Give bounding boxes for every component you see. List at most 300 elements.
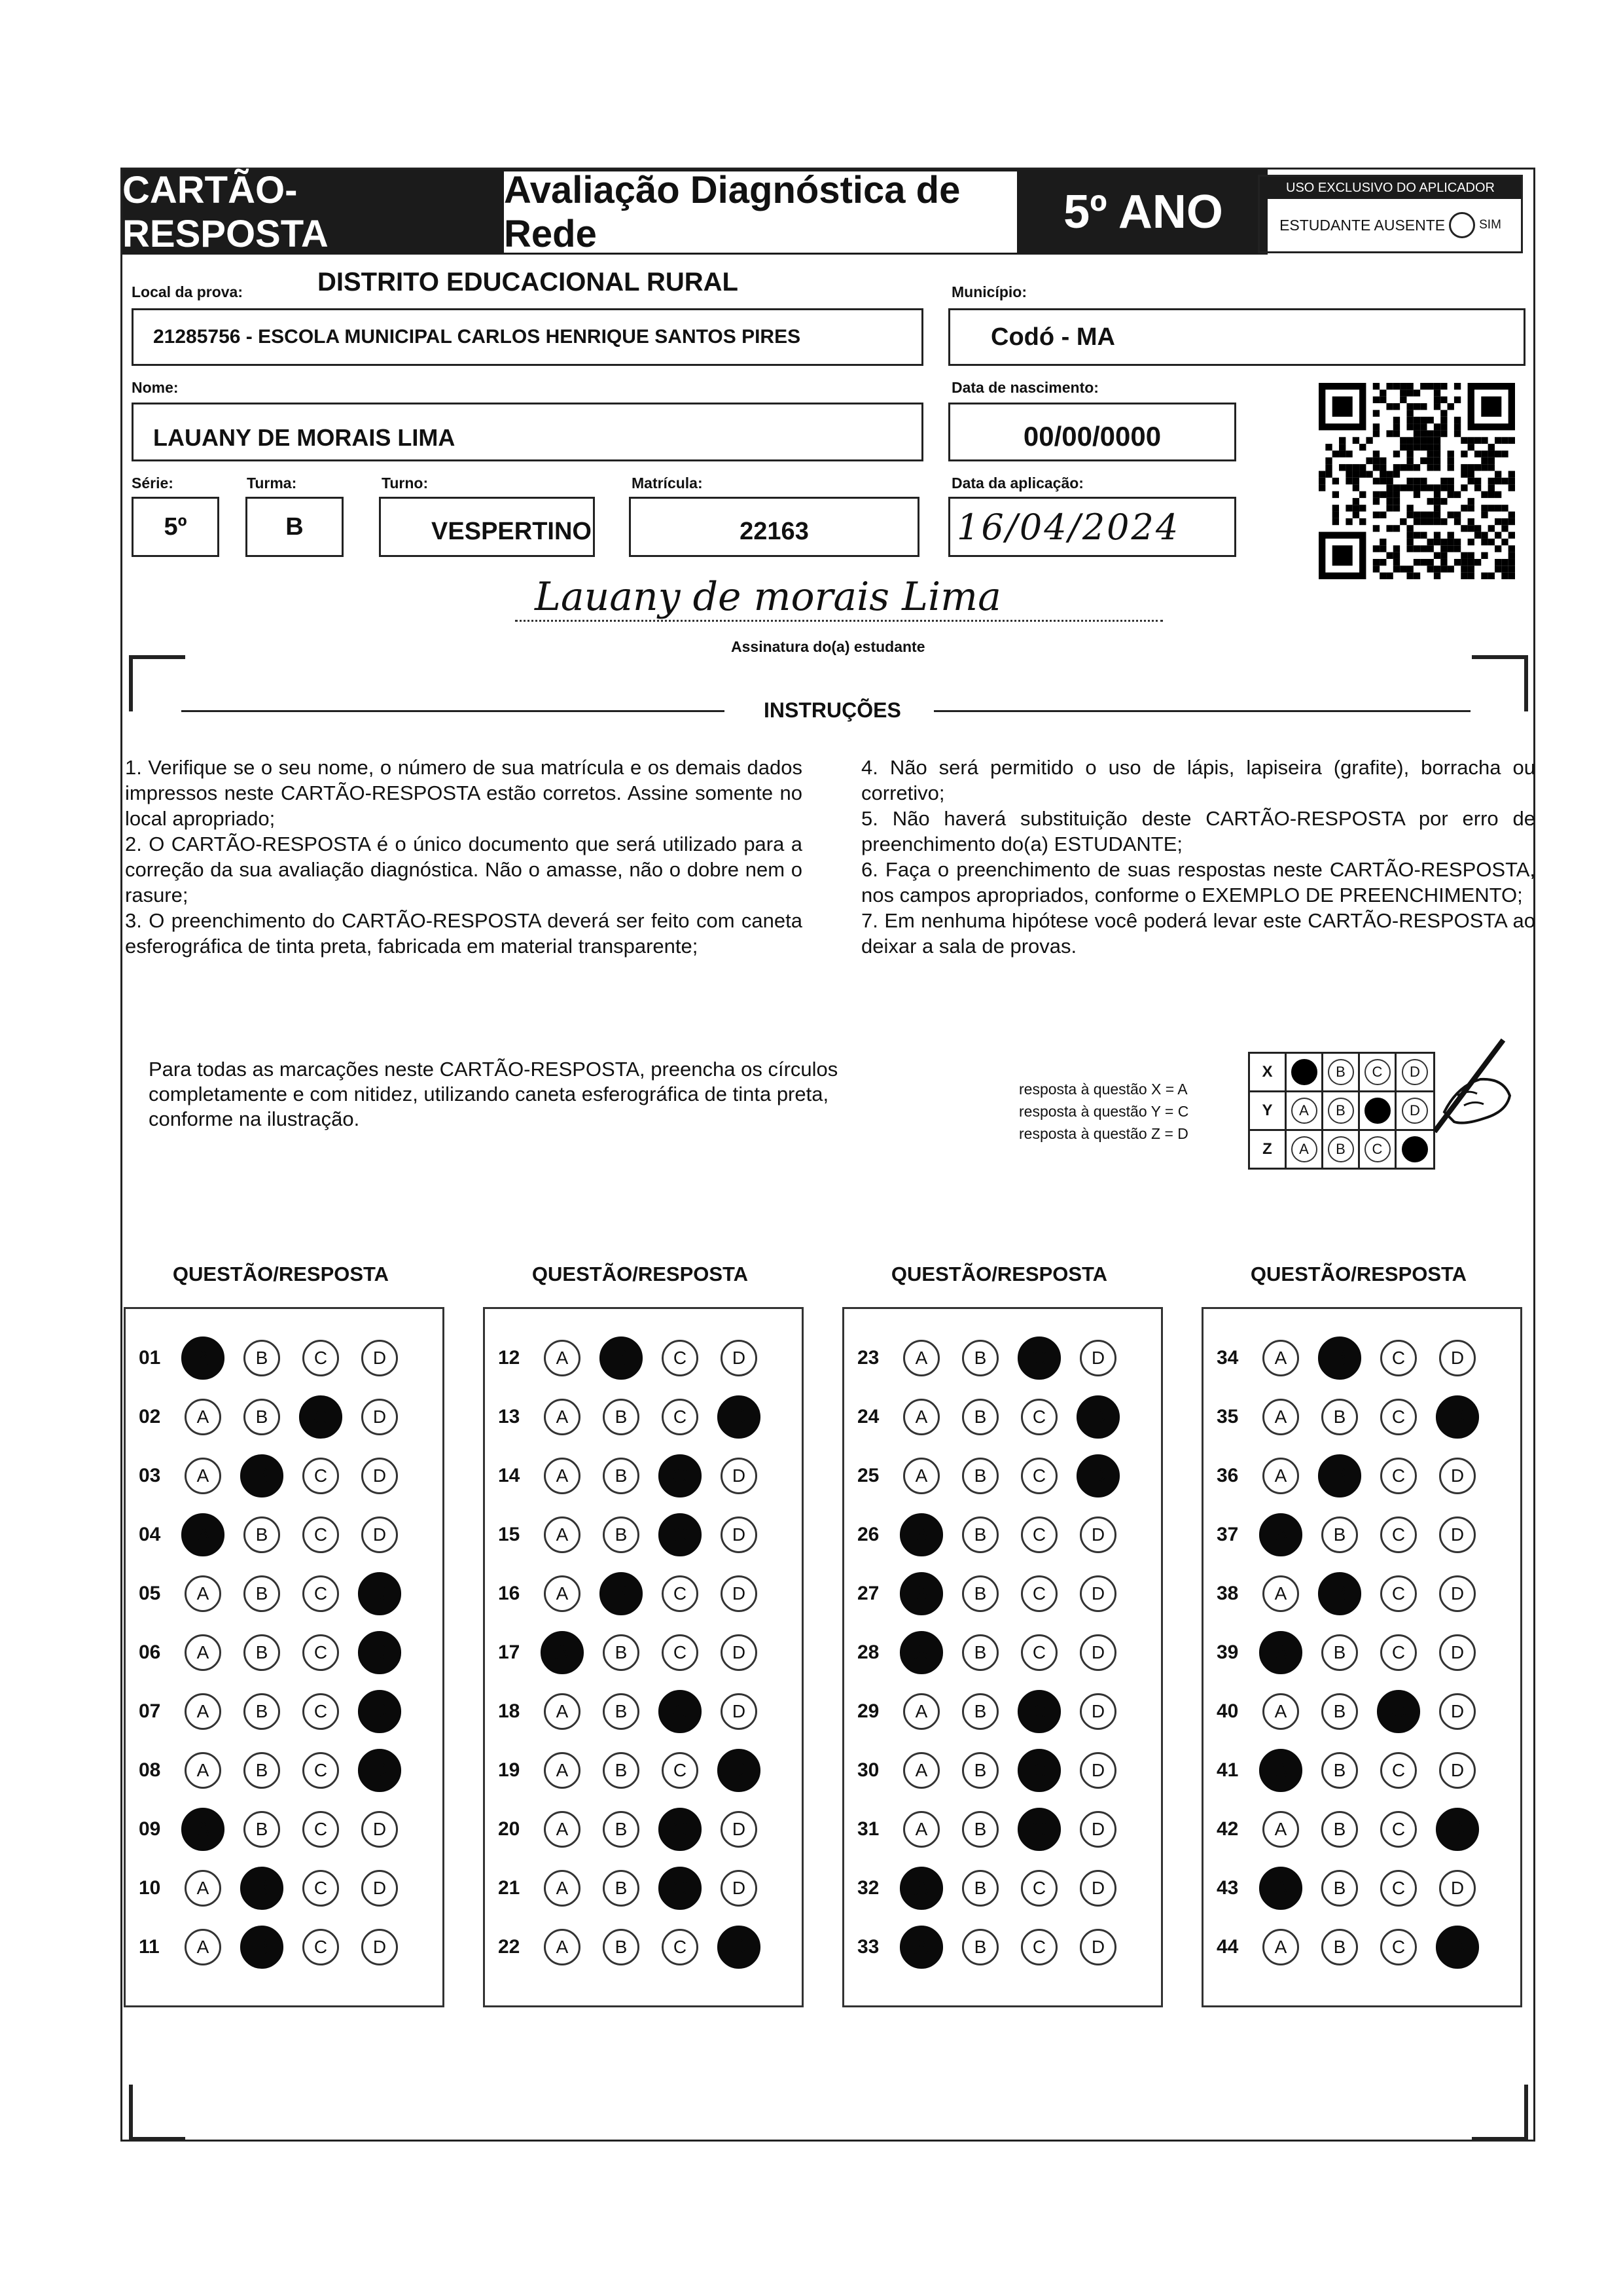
answer-bubble-d[interactable]: D: [361, 1870, 398, 1907]
answer-bubble-c[interactable]: C: [302, 1752, 339, 1789]
instruction-item: 7. Em nenhuma hipótese você poderá levar este CARTÃO-RESPOSTA ao deixar a sala de provas.: [861, 909, 1535, 958]
question-number: 11: [139, 1936, 160, 1958]
question-number: 38: [1217, 1583, 1239, 1604]
answer-bubble-a[interactable]: A: [185, 1458, 221, 1494]
question-number: 41: [1217, 1759, 1239, 1781]
example-bubble-b: B: [1328, 1098, 1354, 1124]
municipio-field: [948, 308, 1525, 366]
answer-bubble-d[interactable]: D: [721, 1340, 757, 1376]
answer-bubble-b[interactable]: B: [962, 1693, 999, 1730]
local-value: DISTRITO EDUCACIONAL RURAL: [317, 268, 738, 296]
answer-bubble-a[interactable]: A: [544, 1340, 580, 1376]
question-number: 21: [498, 1877, 520, 1899]
question-row: [126, 1329, 420, 1388]
answer-bubble-a[interactable]: A: [544, 1516, 580, 1553]
instructions-left: [125, 755, 802, 959]
municipio-value: Codó - MA: [991, 323, 1115, 351]
answer-bubble-b[interactable]: B: [1318, 1454, 1361, 1498]
answer-bubble-c[interactable]: C: [1021, 1870, 1058, 1907]
answer-bubble-d[interactable]: D: [721, 1870, 757, 1907]
answer-bubble-b[interactable]: B: [603, 1516, 639, 1553]
question-column: [483, 1307, 804, 2007]
answer-bubble-d[interactable]: D: [1436, 1395, 1479, 1439]
question-row: [485, 1682, 779, 1741]
answer-bubble-d[interactable]: D: [721, 1693, 757, 1730]
legend-line: resposta à questão Y = C: [1019, 1103, 1189, 1120]
pen-hand-icon: [1418, 1033, 1516, 1138]
answer-bubble-d[interactable]: D: [1080, 1752, 1116, 1789]
question-number: 29: [857, 1700, 880, 1722]
answer-bubble-b[interactable]: B: [1321, 1634, 1358, 1671]
question-number: 05: [139, 1583, 161, 1604]
answer-bubble-a[interactable]: A: [544, 1752, 580, 1789]
aplicacao-label: Data da aplicação:: [952, 475, 1084, 492]
answer-bubble-d[interactable]: D: [358, 1631, 401, 1674]
question-row: [1204, 1859, 1498, 1918]
question-number: 19: [498, 1759, 520, 1781]
answer-bubble-b[interactable]: B: [962, 1340, 999, 1376]
signature: Lauany de morais Lima: [515, 574, 1163, 622]
question-row: [126, 1800, 420, 1859]
answer-bubble-b[interactable]: B: [243, 1340, 280, 1376]
answer-bubble-c[interactable]: C: [1380, 1458, 1417, 1494]
answer-bubble-c[interactable]: C: [658, 1690, 702, 1733]
question-number: 02: [139, 1406, 161, 1427]
answer-bubble-a[interactable]: A: [541, 1631, 584, 1674]
signature-label: Assinatura do(a) estudante: [731, 638, 925, 655]
answer-bubble-b[interactable]: B: [240, 1926, 283, 1969]
question-number: 16: [498, 1583, 520, 1604]
answer-bubble-b[interactable]: B: [1318, 1336, 1361, 1380]
question-row: [126, 1682, 420, 1741]
answer-bubble-b[interactable]: B: [240, 1454, 283, 1498]
question-row: [126, 1918, 420, 1977]
answer-bubble-c[interactable]: C: [302, 1634, 339, 1671]
answer-bubble-d[interactable]: D: [717, 1395, 760, 1439]
answer-bubble-b[interactable]: B: [1321, 1929, 1358, 1965]
instructions-title: INSTRUÇÕES: [764, 698, 901, 722]
answer-bubble-a[interactable]: A: [185, 1634, 221, 1671]
example-row-label: Z: [1250, 1131, 1287, 1168]
answer-bubble-d[interactable]: D: [361, 1811, 398, 1848]
question-number: 08: [139, 1759, 161, 1781]
answer-bubble-b[interactable]: B: [1321, 1516, 1358, 1553]
answer-bubble-a[interactable]: A: [903, 1458, 940, 1494]
answer-bubble-d[interactable]: D: [717, 1926, 760, 1969]
corner-mark: [129, 2085, 185, 2141]
example-row: [1250, 1131, 1433, 1168]
answer-bubble-a[interactable]: A: [1262, 1399, 1299, 1435]
answer-bubble-d[interactable]: D: [1080, 1811, 1116, 1848]
answer-bubble-b[interactable]: B: [243, 1693, 280, 1730]
example-bubble-d: D: [1402, 1136, 1428, 1162]
matricula-value: 22163: [740, 517, 809, 545]
answer-bubble-d[interactable]: D: [721, 1575, 757, 1612]
nome-field: [132, 403, 923, 461]
answer-bubble-d[interactable]: D: [1077, 1395, 1120, 1439]
answer-bubble-a[interactable]: A: [185, 1575, 221, 1612]
question-row: [126, 1388, 420, 1446]
answer-bubble-d[interactable]: D: [361, 1929, 398, 1965]
answer-bubble-b[interactable]: B: [962, 1811, 999, 1848]
corner-mark: [129, 655, 185, 711]
answer-bubble-d[interactable]: D: [1439, 1516, 1476, 1553]
answer-bubble-b[interactable]: B: [243, 1516, 280, 1553]
answer-bubble-d[interactable]: D: [1439, 1575, 1476, 1612]
answer-bubble-a[interactable]: A: [900, 1572, 943, 1615]
answer-bubble-c[interactable]: C: [1380, 1399, 1417, 1435]
answer-bubble-a[interactable]: A: [903, 1811, 940, 1848]
question-column: [124, 1307, 444, 2007]
answer-bubble-b[interactable]: B: [1321, 1752, 1358, 1789]
answer-bubble-b[interactable]: B: [603, 1870, 639, 1907]
answer-bubble-d[interactable]: D: [1436, 1926, 1479, 1969]
answer-bubble-c[interactable]: C: [302, 1516, 339, 1553]
answer-bubble-c[interactable]: C: [662, 1575, 698, 1612]
question-row: [485, 1329, 779, 1388]
answer-bubble-d[interactable]: D: [1439, 1870, 1476, 1907]
answer-bubble-a[interactable]: A: [900, 1513, 943, 1556]
answer-bubble-d[interactable]: D: [358, 1749, 401, 1792]
answer-bubble-c[interactable]: C: [1021, 1458, 1058, 1494]
turma-field: [245, 497, 344, 557]
answer-bubble-b[interactable]: B: [599, 1336, 643, 1380]
question-number: 28: [857, 1641, 880, 1663]
matricula-label: Matrícula:: [632, 475, 703, 492]
example-bubble-c: C: [1364, 1098, 1391, 1124]
answer-bubble-a[interactable]: A: [903, 1693, 940, 1730]
matricula-field: [629, 497, 919, 557]
answer-bubble-a[interactable]: A: [181, 1336, 224, 1380]
instruction-item: 3. O preenchimento do CARTÃO-RESPOSTA deverá ser feito com caneta esferográfica de tinta preta, fabricada em material transparente;: [125, 909, 802, 958]
question-row: [1204, 1623, 1498, 1682]
corner-mark: [1472, 2085, 1528, 2141]
example-bubble-b: B: [1328, 1136, 1354, 1162]
answer-bubble-a[interactable]: A: [903, 1399, 940, 1435]
answer-bubble-b[interactable]: B: [243, 1399, 280, 1435]
answer-bubble-a[interactable]: A: [1259, 1867, 1302, 1910]
question-column: [842, 1307, 1163, 2007]
answer-bubble-d[interactable]: D: [721, 1811, 757, 1848]
answer-bubble-a[interactable]: A: [1262, 1693, 1299, 1730]
question-number: 36: [1217, 1465, 1239, 1486]
answer-bubble-a[interactable]: A: [181, 1808, 224, 1851]
answer-bubble-a[interactable]: A: [900, 1867, 943, 1910]
answer-bubble-d[interactable]: D: [361, 1340, 398, 1376]
answer-bubble-d[interactable]: D: [1080, 1634, 1116, 1671]
answer-bubble-b[interactable]: B: [243, 1634, 280, 1671]
answer-bubble-c[interactable]: C: [662, 1399, 698, 1435]
answer-bubble-c[interactable]: C: [302, 1693, 339, 1730]
question-number: 43: [1217, 1877, 1239, 1899]
answer-bubble-c[interactable]: C: [1021, 1634, 1058, 1671]
answer-bubble-a[interactable]: A: [1259, 1513, 1302, 1556]
question-row: [126, 1505, 420, 1564]
question-number: 25: [857, 1465, 880, 1486]
answer-bubble-b[interactable]: B: [243, 1811, 280, 1848]
answer-bubble-d[interactable]: D: [1439, 1634, 1476, 1671]
answer-bubble-b[interactable]: B: [962, 1870, 999, 1907]
answer-bubble-d[interactable]: D: [1080, 1870, 1116, 1907]
question-row: [844, 1741, 1139, 1800]
answer-bubble-b[interactable]: B: [1321, 1811, 1358, 1848]
answer-bubble-a[interactable]: A: [544, 1811, 580, 1848]
answer-bubble-c[interactable]: C: [662, 1634, 698, 1671]
answer-bubble-b[interactable]: B: [962, 1929, 999, 1965]
answer-bubble-a[interactable]: A: [1262, 1811, 1299, 1848]
question-row: [1204, 1446, 1498, 1505]
question-number: 01: [139, 1347, 161, 1369]
answer-bubble-a[interactable]: A: [544, 1575, 580, 1612]
answer-bubble-c[interactable]: C: [658, 1454, 702, 1498]
instruction-item: 2. O CARTÃO-RESPOSTA é o único documento que será utilizado para a correção da sua avaliação diagnóstica. Não o amasse, não o dobre nem o rasure;: [125, 833, 802, 906]
answer-bubble-c[interactable]: C: [662, 1752, 698, 1789]
answer-bubble-c[interactable]: C: [658, 1808, 702, 1851]
answer-bubble-d[interactable]: D: [1439, 1458, 1476, 1494]
question-row: [485, 1388, 779, 1446]
municipio-label: Município:: [952, 283, 1027, 300]
question-row: [126, 1623, 420, 1682]
nascimento-field: [948, 403, 1236, 461]
question-number: 20: [498, 1818, 520, 1840]
answer-bubble-b[interactable]: B: [1321, 1399, 1358, 1435]
legend-line: resposta à questão Z = D: [1019, 1125, 1188, 1142]
question-row: [485, 1800, 779, 1859]
answer-bubble-b[interactable]: B: [603, 1752, 639, 1789]
answer-bubble-a[interactable]: A: [185, 1752, 221, 1789]
question-number: 04: [139, 1524, 161, 1545]
question-number: 12: [498, 1347, 520, 1369]
answer-bubble-c[interactable]: C: [1380, 1752, 1417, 1789]
answer-bubble-b[interactable]: B: [603, 1634, 639, 1671]
answer-bubble-d[interactable]: D: [1077, 1454, 1120, 1498]
answer-bubble-c[interactable]: C: [1377, 1690, 1420, 1733]
question-row: [844, 1446, 1139, 1505]
answer-bubble-c[interactable]: C: [662, 1929, 698, 1965]
answer-bubble-a[interactable]: A: [185, 1693, 221, 1730]
answer-bubble-d[interactable]: D: [1080, 1516, 1116, 1553]
question-row: [126, 1741, 420, 1800]
answer-bubble-d[interactable]: D: [1439, 1752, 1476, 1789]
answer-bubble-b[interactable]: B: [1321, 1693, 1358, 1730]
answer-bubble-a[interactable]: A: [1262, 1575, 1299, 1612]
answer-bubble-c[interactable]: C: [1380, 1634, 1417, 1671]
answer-bubble-d[interactable]: D: [721, 1458, 757, 1494]
answer-bubble-b[interactable]: B: [603, 1929, 639, 1965]
question-row: [1204, 1388, 1498, 1446]
answer-bubble-a[interactable]: A: [900, 1631, 943, 1674]
grade-badge: 5º ANO: [1019, 170, 1268, 255]
absent-bubble[interactable]: [1449, 212, 1475, 238]
answer-bubble-d[interactable]: D: [1080, 1340, 1116, 1376]
question-row: [1204, 1741, 1498, 1800]
answer-bubble-a[interactable]: A: [544, 1693, 580, 1730]
answer-bubble-d[interactable]: D: [361, 1458, 398, 1494]
question-row: [485, 1505, 779, 1564]
question-number: 23: [857, 1347, 880, 1369]
example-text: Para todas as marcações neste CARTÃO-RESPOSTA, preencha os círculos completamente e com nitidez, utilizando caneta esferográfica de tinta preta, conforme na ilustração.: [149, 1058, 838, 1130]
question-number: 22: [498, 1936, 520, 1958]
answer-bubble-d[interactable]: D: [1439, 1693, 1476, 1730]
answer-bubble-c[interactable]: C: [302, 1575, 339, 1612]
answer-bubble-b[interactable]: B: [243, 1575, 280, 1612]
example-row: [1250, 1054, 1433, 1092]
instructions-rule: [181, 710, 724, 712]
answer-bubble-b[interactable]: B: [603, 1399, 639, 1435]
exam-title: Avaliação Diagnóstica de Rede: [502, 170, 1019, 255]
question-number: 44: [1217, 1936, 1239, 1958]
aplicacao-value: 16/04/2024: [957, 506, 1181, 548]
question-row: [126, 1859, 420, 1918]
answer-bubble-d[interactable]: D: [361, 1399, 398, 1435]
answer-bubble-c[interactable]: C: [1018, 1336, 1061, 1380]
answer-bubble-c[interactable]: C: [302, 1458, 339, 1494]
answer-bubble-c[interactable]: C: [1380, 1929, 1417, 1965]
qr-code: [1319, 383, 1515, 579]
answer-bubble-b[interactable]: B: [1321, 1870, 1358, 1907]
answer-sheet: [120, 168, 1535, 2142]
answer-bubble-d[interactable]: D: [1080, 1929, 1116, 1965]
example-bubble-d: D: [1402, 1059, 1428, 1085]
question-row: [1204, 1329, 1498, 1388]
question-number: 33: [857, 1936, 880, 1958]
example-bubble-d: D: [1402, 1098, 1428, 1124]
serie-value: 5º: [164, 512, 187, 541]
answer-bubble-d[interactable]: D: [1436, 1808, 1479, 1851]
answer-bubble-b[interactable]: B: [240, 1867, 283, 1910]
serie-field: [132, 497, 219, 557]
question-row: [485, 1918, 779, 1977]
answer-bubble-b[interactable]: B: [603, 1458, 639, 1494]
answer-bubble-b[interactable]: B: [962, 1399, 999, 1435]
turno-value: VESPERTINO: [431, 517, 592, 545]
answer-bubble-d[interactable]: D: [358, 1690, 401, 1733]
answer-bubble-a[interactable]: A: [1262, 1458, 1299, 1494]
answer-bubble-c[interactable]: C: [1380, 1516, 1417, 1553]
nome-label: Nome:: [132, 379, 179, 396]
answer-bubble-c[interactable]: C: [302, 1870, 339, 1907]
answer-bubble-a[interactable]: A: [900, 1926, 943, 1969]
question-number: 18: [498, 1700, 520, 1722]
answer-bubble-b[interactable]: B: [603, 1693, 639, 1730]
instructions-rule: [934, 710, 1471, 712]
question-number: 34: [1217, 1347, 1239, 1369]
answer-bubble-c[interactable]: C: [1380, 1811, 1417, 1848]
question-row: [1204, 1505, 1498, 1564]
question-number: 30: [857, 1759, 880, 1781]
question-row: [844, 1800, 1139, 1859]
instruction-item: 6. Faça o preenchimento de suas respostas neste CARTÃO-RESPOSTA, nos campos apropriados, conforme o EXEMPLO DE PREENCHIMENTO;: [861, 858, 1535, 906]
answer-bubble-a[interactable]: A: [1259, 1631, 1302, 1674]
answer-bubble-c[interactable]: C: [1018, 1808, 1061, 1851]
answer-bubble-a[interactable]: A: [181, 1513, 224, 1556]
answer-bubble-c[interactable]: C: [1380, 1340, 1417, 1376]
question-row: [844, 1329, 1139, 1388]
question-number: 15: [498, 1524, 520, 1545]
question-number: 13: [498, 1406, 520, 1427]
answer-bubble-c[interactable]: C: [1018, 1690, 1061, 1733]
answer-bubble-b[interactable]: B: [243, 1752, 280, 1789]
answer-bubble-c[interactable]: C: [658, 1867, 702, 1910]
answer-bubble-c[interactable]: C: [662, 1340, 698, 1376]
answer-bubble-a[interactable]: A: [1262, 1340, 1299, 1376]
answer-bubble-c[interactable]: C: [302, 1929, 339, 1965]
admin-label: USO EXCLUSIVO DO APLICADOR: [1260, 177, 1521, 199]
answer-bubble-c[interactable]: C: [1021, 1929, 1058, 1965]
answer-bubble-a[interactable]: A: [185, 1870, 221, 1907]
answer-bubble-a[interactable]: A: [185, 1399, 221, 1435]
question-row: [126, 1564, 420, 1623]
answer-bubble-d[interactable]: D: [358, 1572, 401, 1615]
answer-bubble-c[interactable]: C: [1021, 1575, 1058, 1612]
answer-bubble-d[interactable]: D: [721, 1634, 757, 1671]
answer-bubble-a[interactable]: A: [185, 1929, 221, 1965]
question-number: 40: [1217, 1700, 1239, 1722]
answer-bubble-b[interactable]: B: [962, 1634, 999, 1671]
answer-bubble-c[interactable]: C: [1018, 1749, 1061, 1792]
answer-bubble-b[interactable]: B: [962, 1516, 999, 1553]
answer-bubble-a[interactable]: A: [903, 1752, 940, 1789]
answer-bubble-b[interactable]: B: [603, 1811, 639, 1848]
example-row-label: Y: [1250, 1092, 1287, 1129]
answer-bubble-b[interactable]: B: [962, 1458, 999, 1494]
answer-bubble-b[interactable]: B: [599, 1572, 643, 1615]
answer-bubble-c[interactable]: C: [1380, 1575, 1417, 1612]
answer-bubble-a[interactable]: A: [544, 1870, 580, 1907]
answer-bubble-d[interactable]: D: [717, 1749, 760, 1792]
question-row: [485, 1446, 779, 1505]
answer-bubble-a[interactable]: A: [903, 1340, 940, 1376]
question-column-title: QUESTÃO/RESPOSTA: [1250, 1263, 1467, 1285]
answer-bubble-c[interactable]: C: [658, 1513, 702, 1556]
answer-bubble-c[interactable]: C: [1380, 1870, 1417, 1907]
answer-bubble-b[interactable]: B: [962, 1752, 999, 1789]
answer-bubble-a[interactable]: A: [1259, 1749, 1302, 1792]
question-column: [1202, 1307, 1522, 2007]
answer-bubble-c[interactable]: C: [299, 1395, 342, 1439]
school-field: [132, 308, 923, 366]
question-row: [485, 1623, 779, 1682]
answer-bubble-a[interactable]: A: [544, 1929, 580, 1965]
question-number: 14: [498, 1465, 520, 1486]
answer-bubble-a[interactable]: A: [1262, 1929, 1299, 1965]
turno-label: Turno:: [382, 475, 429, 492]
answer-bubble-a[interactable]: A: [544, 1458, 580, 1494]
answer-bubble-c[interactable]: C: [302, 1811, 339, 1848]
answer-bubble-d[interactable]: D: [721, 1516, 757, 1553]
question-column-title: QUESTÃO/RESPOSTA: [891, 1263, 1108, 1285]
question-row: [844, 1505, 1139, 1564]
answer-bubble-c[interactable]: C: [1021, 1399, 1058, 1435]
answer-bubble-c[interactable]: C: [302, 1340, 339, 1376]
answer-bubble-a[interactable]: A: [544, 1399, 580, 1435]
admin-box: [1258, 175, 1523, 253]
question-number: 39: [1217, 1641, 1239, 1663]
answer-bubble-d[interactable]: D: [1439, 1340, 1476, 1376]
example-row-label: X: [1250, 1054, 1287, 1090]
answer-bubble-b[interactable]: B: [1318, 1572, 1361, 1615]
answer-bubble-d[interactable]: D: [1080, 1575, 1116, 1612]
answer-bubble-d[interactable]: D: [361, 1516, 398, 1553]
answer-bubble-c[interactable]: C: [1021, 1516, 1058, 1553]
turma-value: B: [285, 512, 304, 541]
question-number: 37: [1217, 1524, 1239, 1545]
question-number: 17: [498, 1641, 520, 1663]
answer-bubble-b[interactable]: B: [962, 1575, 999, 1612]
answer-bubble-d[interactable]: D: [1080, 1693, 1116, 1730]
question-row: [844, 1859, 1139, 1918]
example-bubble-a: A: [1291, 1136, 1317, 1162]
